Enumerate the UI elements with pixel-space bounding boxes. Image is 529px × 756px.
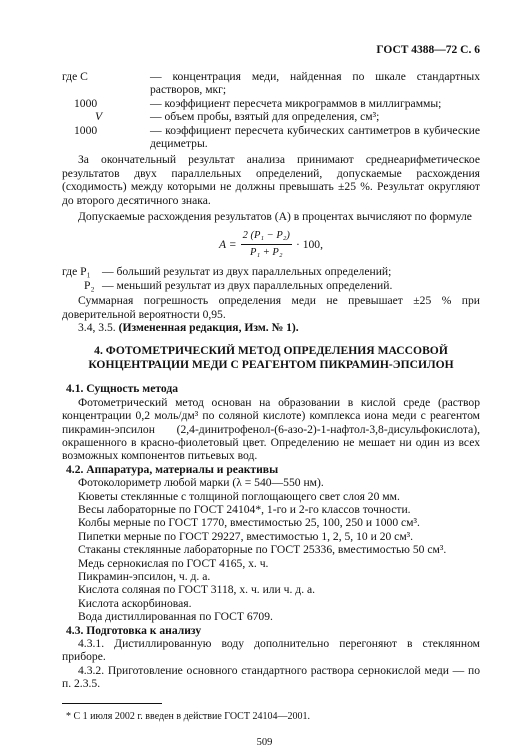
paragraph-step: 4.3.2. Приготовление основного стандартного раствора сернокислой меди — по п. 2.3.5. [62,663,480,691]
formula-numerator: 2 (P₁ − P₂) [241,229,292,244]
list-item: Пипетки мерные по ГОСТ 29227, вместимостью 1, 2, 5, 10 и 20 см³. [78,529,414,543]
definition-row [62,265,480,278]
definition-text: — объем пробы, взятый для определения, см³; [150,110,380,124]
subsection-heading: 4.1. Сущность метода [66,382,179,396]
definition-symbol: V [95,110,103,124]
page-body [62,70,480,691]
list-item: Медь сернокислая по ГОСТ 4165, х. ч. [78,556,269,570]
amendment-prefix: 3.4, 3.5. [78,320,119,334]
footnote: * С 1 июля 2002 г. введен в действие ГОСТ 24104—2001. [66,711,310,722]
subsection-heading: 4.3. Подготовка к анализу [66,623,202,637]
definition-row [62,124,480,151]
paragraph-error: Суммарная погрешность определения меди не превышает ±25 % при доверительной вероятности 0,95. [62,294,480,321]
list-item: Пикрамин-эпсилон, ч. д. а. [78,570,211,583]
section-title [62,344,480,372]
paragraph-principle: Фотометрический метод основан на образовании в кислой среде (раствор концентрации 0,2 моль/дм³ по соляной кислоте) комплекса иона меди с реагентом пикрамин-эпсилон (2,4-динитрофенол-(6-азо-2)-1-нафтол-3,8-дисульфокислота), окрашенного в красно-фиолетовый цвет. Определению не мешает ни один из всех возможных компонентов питьевых вод. [62,395,480,463]
definition-text: — коэффициент пересчета кубических сантиметров в кубические дециметры. [150,123,480,151]
formula-tail: · 100, [295,237,323,251]
list-item: Стаканы стеклянные лабораторные по ГОСТ 25336, вместимостью 50 см³. [78,543,447,557]
paragraph-discrepancy: Допускаемые расхождения результатов (A) в процентах вычисляют по формуле [78,210,472,224]
definition-row [62,110,480,123]
definition-row [62,97,480,110]
definition-symbol: P₂ [84,278,95,292]
section-title-line: 4. ФОТОМЕТРИЧЕСКИЙ МЕТОД ОПРЕДЕЛЕНИЯ МАССОВОЙ [94,344,448,358]
formula-fraction [241,229,292,259]
definition-text: — меньший результат из двух параллельных определений. [102,278,393,292]
amendment-bold: (Измененная редакция, Изм. № 1). [118,320,299,334]
subsection-heading: 4.2. Аппаратура, материалы и реактивы [66,462,279,476]
list-item: Вода дистиллированная по ГОСТ 6709. [78,610,273,624]
list-item: Кюветы стеклянные с толщиной поглощающего свет слоя 20 мм. [78,489,400,503]
definition-row [62,70,480,97]
definition-row [62,279,480,292]
equipment-list [62,476,480,623]
amendment-note [62,321,480,334]
running-header: ГОСТ 4388—72 С. 6 [376,44,480,56]
page-number: 509 [256,737,273,748]
definition-text: — больший результат из двух параллельных определений; [102,265,392,279]
list-item: Весы лабораторные по ГОСТ 24104*, 1-го и 2-го классов точности. [78,502,411,516]
definition-symbol: 1000 [74,123,98,137]
definition-symbol: 1000 [74,96,98,110]
formula-lhs: A = [218,237,237,251]
list-item: Кислота соляная по ГОСТ 3118, х. ч. или ч. д. а. [78,583,316,597]
paragraph-result: За окончательный результат анализа принимают среднеарифметическое результатов двух параллельных определений, допускаемые расхождения (сходимость) между которыми не должны превышать ±25 %. Результат округляют до второго десятичного знака. [62,153,480,207]
formula-denominator: P₁ + P₂ [250,246,283,258]
list-item: Фотоколориметр любой марки (λ = 540—550 нм). [78,476,324,490]
footnote-divider [62,703,162,704]
definition-text: — коэффициент пересчета микрограммов в миллиграммы; [150,96,442,110]
paragraph-step: 4.3.1. Дистиллированную воду дополнительно перегоняют в стеклянном приборе. [62,637,480,664]
formula [62,229,480,259]
list-item: Кислота аскорбиновая. [78,596,192,610]
definition-symbol: где C [62,70,88,83]
definition-symbol: где P₁ [62,265,91,279]
definition-text: — концентрация меди, найденная по шкале стандартных растворов, мкг; [150,70,480,97]
section-title-line: КОНЦЕНТРАЦИИ МЕДИ С РЕАГЕНТОМ ПИКРАМИН-ЭПСИЛОН [88,358,454,372]
list-item: Колбы мерные по ГОСТ 1770, вместимостью 25, 100, 250 и 1000 см³. [78,516,420,530]
